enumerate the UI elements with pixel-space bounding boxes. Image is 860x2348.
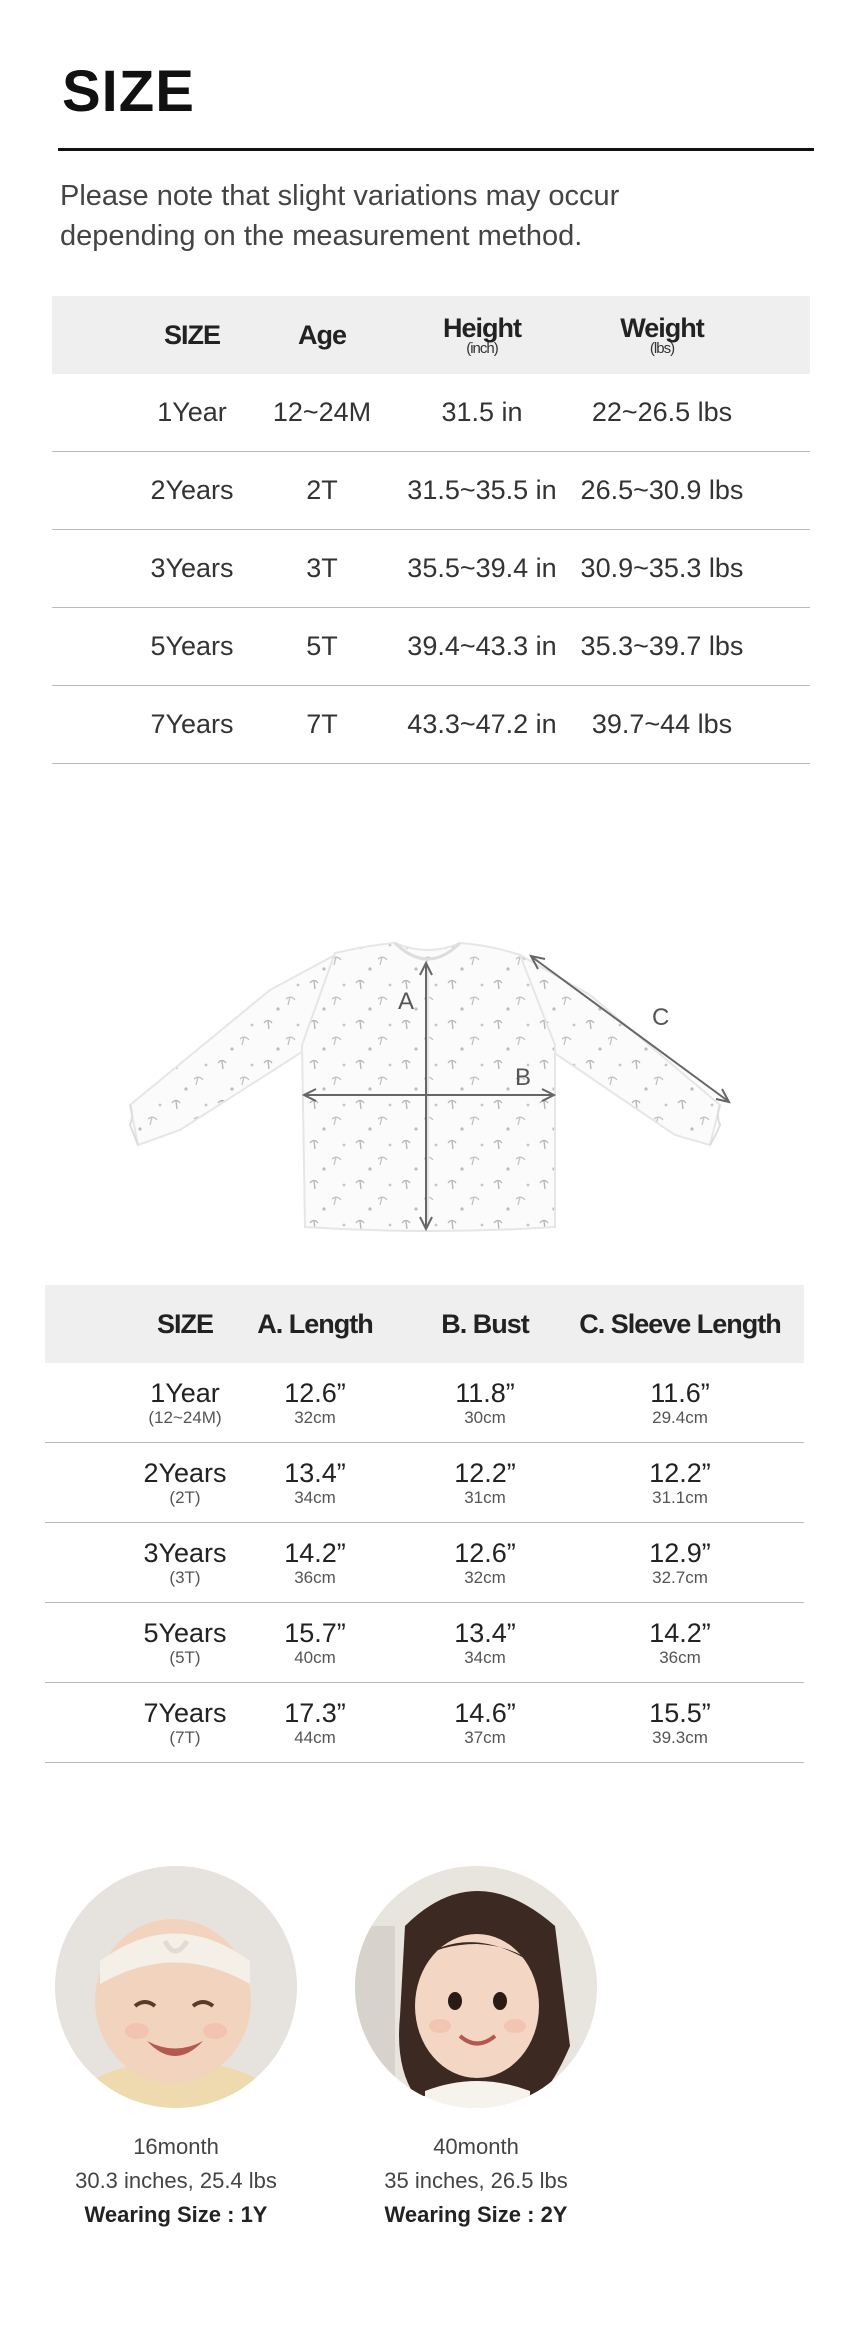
length-inch: 12.6” — [284, 1378, 346, 1408]
length-inch: 17.3” — [284, 1698, 346, 1728]
header-bust: B. Bust — [441, 1308, 529, 1339]
length-cm: 34cm — [294, 1488, 336, 1507]
row-size: 2Years — [150, 475, 234, 505]
table-row — [45, 1683, 804, 1763]
row-height: 43.3~47.2 in — [407, 709, 557, 739]
header-age: Age — [297, 319, 346, 350]
model-wearing-size: Wearing Size : 1Y — [84, 2202, 268, 2227]
bust-inch: 12.6” — [454, 1538, 516, 1568]
bust-cm: 30cm — [464, 1408, 506, 1427]
row-bust — [405, 1523, 565, 1602]
size-age: (5T) — [169, 1648, 201, 1667]
row-weight: 30.9~35.3 lbs — [580, 553, 744, 583]
header-length: A. Length — [257, 1308, 373, 1339]
bust-cm: 32cm — [464, 1568, 506, 1587]
row-sleeve — [555, 1523, 805, 1602]
bust-cm: 31cm — [464, 1488, 506, 1507]
row-bust — [405, 1443, 565, 1522]
sleeve-inch: 15.5” — [649, 1698, 711, 1728]
size-label: 7Years — [143, 1698, 227, 1728]
header-weight-label: Weight — [620, 313, 704, 343]
table-row — [45, 1523, 804, 1603]
row-sleeve — [555, 1363, 805, 1442]
row-size: 5Years — [150, 631, 234, 661]
row-age: 3T — [306, 553, 338, 583]
length-cm: 36cm — [294, 1568, 336, 1587]
table-row — [45, 1603, 804, 1683]
sleeve-cm: 39.3cm — [652, 1728, 708, 1747]
row-length — [235, 1523, 395, 1602]
model-photo — [55, 1866, 297, 2108]
model-age: 40month — [433, 2134, 519, 2159]
row-height: 31.5 in — [441, 397, 523, 427]
size-age: (2T) — [169, 1488, 201, 1507]
sleeve-cm: 36cm — [659, 1648, 701, 1667]
model-age: 16month — [133, 2134, 219, 2159]
bust-inch: 13.4” — [454, 1618, 516, 1648]
row-age: 2T — [306, 475, 338, 505]
row-height: 31.5~35.5 in — [407, 475, 557, 505]
row-size — [115, 1683, 255, 1762]
size-label: 1Year — [150, 1378, 220, 1408]
header-height-unit: (inch) — [466, 340, 498, 357]
sleeve-cm: 32.7cm — [652, 1568, 708, 1587]
length-inch: 13.4” — [284, 1458, 346, 1488]
table-row — [52, 686, 810, 764]
size-label: 3Years — [143, 1538, 227, 1568]
model-photo — [355, 1866, 597, 2108]
row-height: 39.4~43.3 in — [407, 631, 557, 661]
table-row — [52, 608, 810, 686]
header-size: SIZE — [156, 1308, 213, 1339]
sleeve-cm: 29.4cm — [652, 1408, 708, 1427]
page-title: SIZE — [62, 59, 195, 124]
row-weight: 35.3~39.7 lbs — [580, 631, 744, 661]
label-c: C — [652, 1004, 670, 1031]
bust-inch: 12.2” — [454, 1458, 516, 1488]
bust-cm: 34cm — [464, 1648, 506, 1667]
row-sleeve — [555, 1603, 805, 1682]
size-label: 5Years — [143, 1618, 227, 1648]
garment-measurement-table — [45, 1285, 804, 1763]
row-size — [115, 1523, 255, 1602]
garment-measurement-diagram — [120, 935, 740, 1245]
header-weight — [552, 296, 772, 374]
row-age: 12~24M — [272, 397, 372, 427]
row-weight: 26.5~30.9 lbs — [580, 475, 744, 505]
row-height: 35.5~39.4 in — [407, 553, 557, 583]
size-age-table — [52, 296, 810, 764]
size-age: (7T) — [169, 1728, 201, 1747]
sleeve-inch: 12.9” — [649, 1538, 711, 1568]
row-weight: 39.7~44 lbs — [591, 709, 733, 739]
row-size — [115, 1363, 255, 1442]
size-label: 2Years — [143, 1458, 227, 1488]
bust-inch: 11.8” — [455, 1378, 515, 1408]
row-bust — [405, 1683, 565, 1762]
length-inch: 15.7” — [284, 1618, 346, 1648]
header-weight-unit: (lbs) — [649, 340, 675, 357]
bust-cm: 37cm — [464, 1728, 506, 1747]
table-header — [52, 296, 810, 374]
table-row — [52, 452, 810, 530]
row-sleeve — [555, 1683, 805, 1762]
length-cm: 32cm — [294, 1408, 336, 1427]
measurement-note: Please note that slight variations may occur depending on the measurement method. — [60, 180, 620, 252]
length-inch: 14.2” — [284, 1538, 346, 1568]
label-a: A — [398, 988, 415, 1015]
size-age: (3T) — [169, 1568, 201, 1587]
table-row — [52, 530, 810, 608]
row-age: 7T — [306, 709, 338, 739]
label-b: B — [515, 1064, 532, 1091]
row-size — [115, 1603, 255, 1682]
header-size: SIZE — [163, 319, 220, 350]
row-length — [235, 1443, 395, 1522]
row-size: 1Year — [157, 397, 227, 427]
bust-inch: 14.6” — [454, 1698, 516, 1728]
row-size: 7Years — [150, 709, 234, 739]
title-divider — [58, 148, 814, 151]
model-stats: 35 inches, 26.5 lbs — [384, 2168, 568, 2193]
row-age: 5T — [306, 631, 338, 661]
sleeve-inch: 12.2” — [649, 1458, 711, 1488]
size-age: (12~24M) — [148, 1408, 222, 1427]
row-weight: 22~26.5 lbs — [591, 397, 733, 427]
row-size — [115, 1443, 255, 1522]
row-length — [235, 1363, 395, 1442]
table-header — [45, 1285, 804, 1363]
sleeve-inch: 14.2” — [649, 1618, 711, 1648]
row-bust — [405, 1603, 565, 1682]
header-sleeve: C. Sleeve Length — [579, 1308, 781, 1339]
row-length — [235, 1603, 395, 1682]
table-row — [45, 1363, 804, 1443]
model-card — [326, 1866, 626, 2232]
sleeve-cm: 31.1cm — [652, 1488, 708, 1507]
table-row — [52, 374, 810, 452]
model-stats: 30.3 inches, 25.4 lbs — [75, 2168, 277, 2193]
sleeve-inch: 11.6” — [650, 1378, 710, 1408]
table-row — [45, 1443, 804, 1523]
length-cm: 44cm — [294, 1728, 336, 1747]
row-length — [235, 1683, 395, 1762]
model-wearing-size: Wearing Size : 2Y — [384, 2202, 568, 2227]
model-card — [26, 1866, 326, 2232]
row-bust — [405, 1363, 565, 1442]
row-size: 3Years — [150, 553, 234, 583]
length-cm: 40cm — [294, 1648, 336, 1667]
row-sleeve — [555, 1443, 805, 1522]
header-height-label: Height — [443, 313, 521, 343]
